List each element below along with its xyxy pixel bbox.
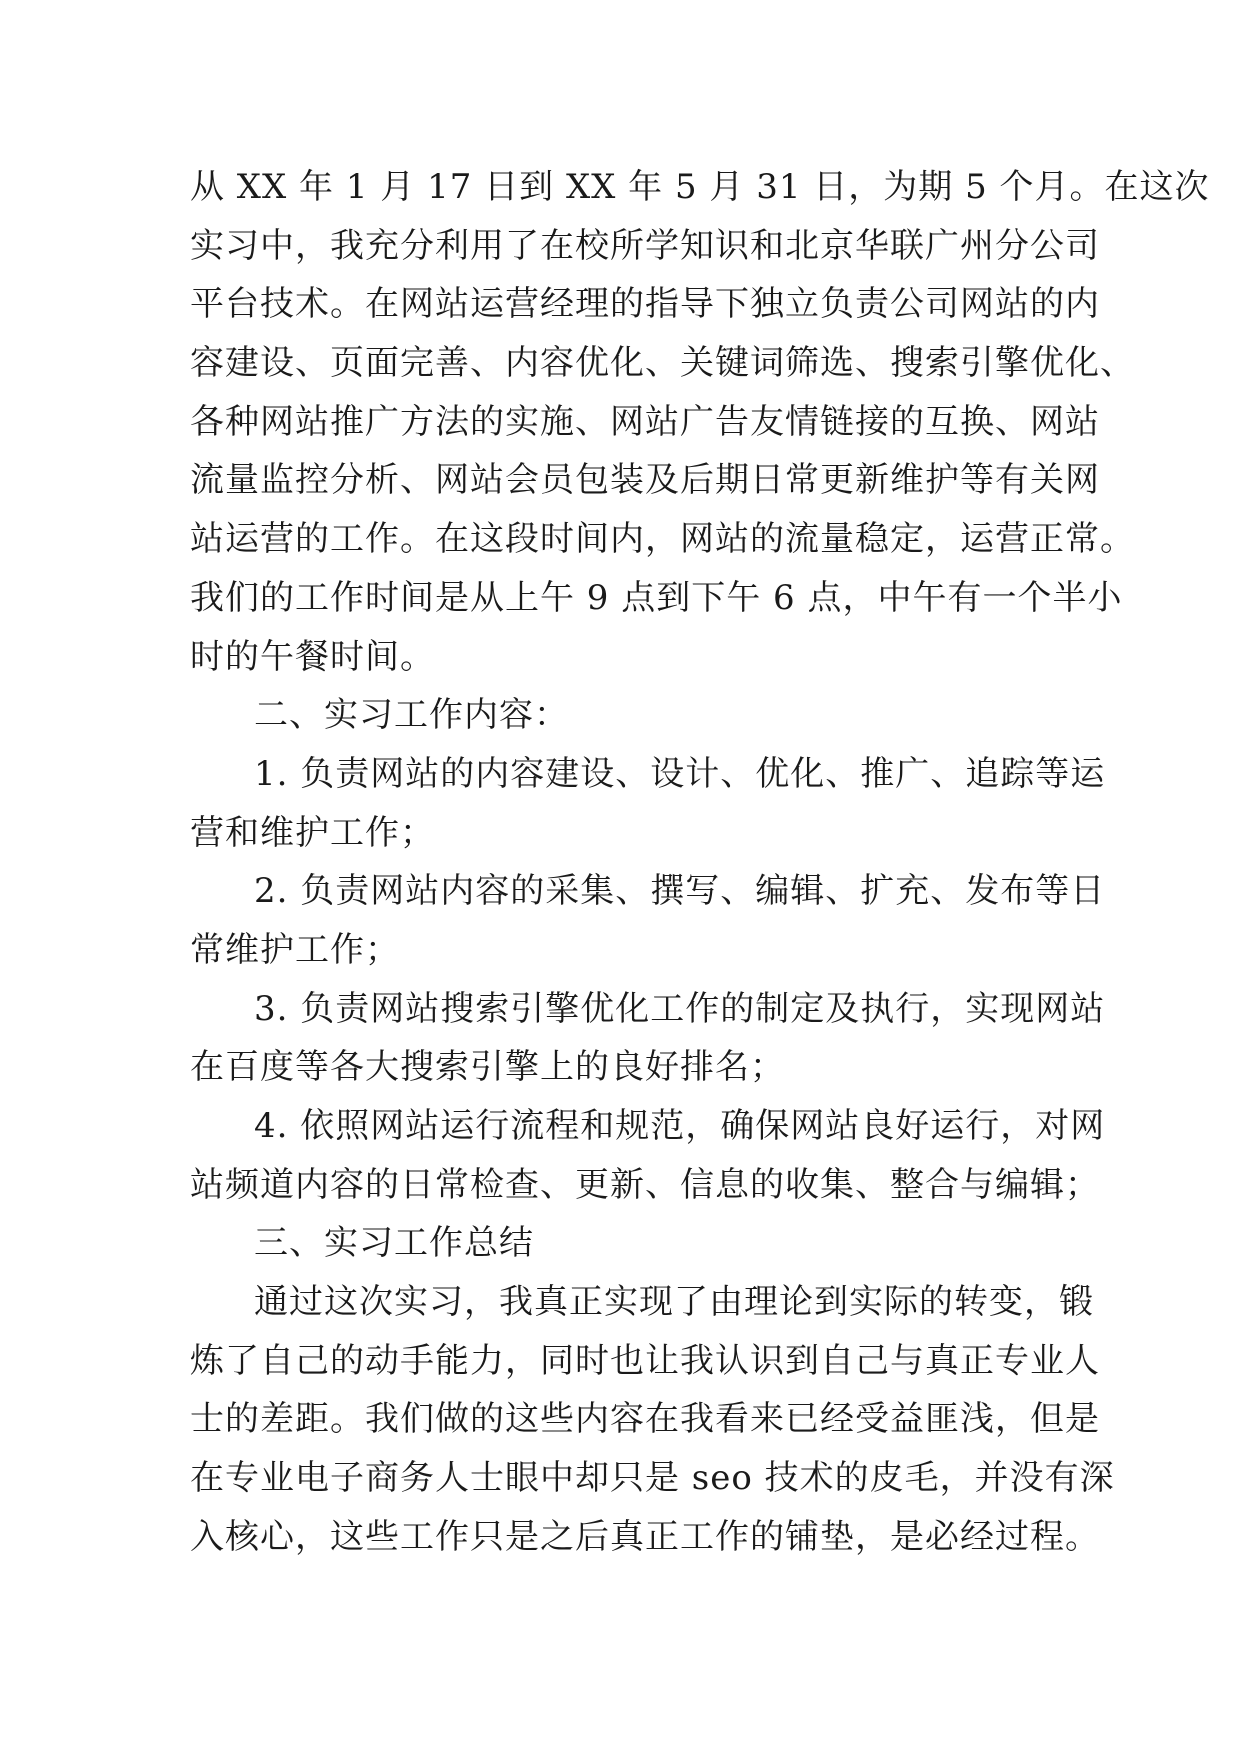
- document-body: [190, 158, 1210, 1567]
- text-line: 炼了自己的动手能力，同时也让我认识到自己与真正专业人: [190, 1340, 1100, 1381]
- text-line: 营和维护工作；: [190, 812, 435, 853]
- text-line: 通过这次实习，我真正实现了由理论到实际的转变，锻: [254, 1282, 1094, 1323]
- text-line: 流量监控分析、网站会员包装及后期日常更新维护等有关网: [190, 460, 1100, 501]
- text-line: 实习中，我充分利用了在校所学知识和北京华联广州分公司: [190, 225, 1100, 266]
- text-line: 2. 负责网站内容的采集、撰写、编辑、扩充、发布等日: [254, 871, 1106, 912]
- text-line: 4. 依照网站运行流程和规范，确保网站良好运行，对网: [254, 1106, 1106, 1146]
- text-line: 平台技术。在网站运营经理的指导下独立负责公司网站的内: [190, 284, 1100, 325]
- text-line: 站运营的工作。在这段时间内，网站的流量稳定，运营正常。: [190, 519, 1135, 560]
- text-line: 士的差距。我们做的这些内容在我看来已经受益匪浅，但是: [190, 1399, 1100, 1440]
- text-line: 在百度等各大搜索引擎上的良好排名；: [190, 1047, 785, 1088]
- text-line: 入核心，这些工作只是之后真正工作的铺垫，是必经过程。: [190, 1516, 1100, 1557]
- text-line: 容建设、页面完善、内容优化、关键词筛选、搜索引擎优化、: [190, 343, 1135, 384]
- text-line: 时的午餐时间。: [190, 636, 435, 677]
- text-line: 站频道内容的日常检查、更新、信息的收集、整合与编辑；: [190, 1164, 1100, 1205]
- text-line: 三、实习工作总结: [254, 1223, 534, 1264]
- text-line: 在专业电子商务人士眼中却只是 seo 技术的皮毛，并没有深: [190, 1458, 1115, 1499]
- text-line: 3. 负责网站搜索引擎优化工作的制定及执行，实现网站: [254, 988, 1106, 1029]
- text-line: 我们的工作时间是从上午 9 点到下午 6 点，中午有一个半小: [190, 577, 1123, 618]
- text-line: 常维护工作；: [190, 929, 400, 970]
- text-line: 从 XX 年 1 月 17 日到 XX 年 5 月 31 日，为期 5 个月。在这次: [190, 167, 1210, 207]
- text-line: 1. 负责网站的内容建设、设计、优化、推广、追踪等运: [254, 753, 1106, 794]
- text-line: 二、实习工作内容：: [254, 695, 569, 736]
- text-line: 各种网站推广方法的实施、网站广告友情链接的互换、网站: [190, 401, 1100, 442]
